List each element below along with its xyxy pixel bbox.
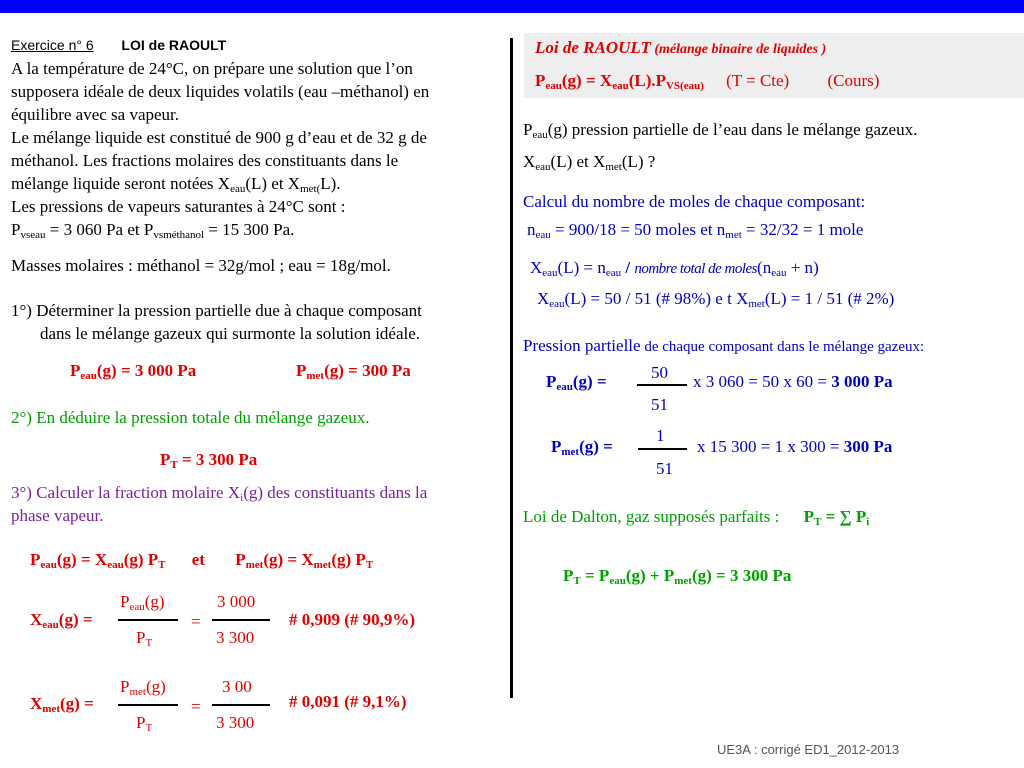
peau-label: $P_{eau}(g)$ =: [546, 372, 607, 393]
xmet-fraction-bar-2: [212, 704, 270, 706]
xeau-label: $X_{eau}(g)$ =: [30, 610, 93, 631]
exercise-number: Exercice n° 6: [11, 37, 94, 53]
exercise-title: LOI de RAOULT: [121, 37, 227, 53]
column-divider: [510, 38, 513, 698]
pmet-den: 51: [656, 459, 673, 478]
partial-pressure-relation: $P_{eau}(g) = X_{eau}(g)$ $P_T$ et $P_{met}(g) = X_{met}(g)$ $P_T$: [30, 550, 374, 571]
xmet-result: # 0,091 (# 9,1%): [289, 692, 407, 711]
mole-fraction-values: $X_{eau}(L) = 50 / 51$ (# 98%) e t $X_{met}(L) = 1 / 51$ (# 2%): [537, 289, 895, 310]
pmet-label: $P_{met}(g)$ =: [551, 437, 613, 458]
intro-line: supposera idéale de deux liquides volatils (eau –méthanol) en: [11, 82, 430, 101]
mixture-line: mélange liquide seront notées $X_{eau}(L)$ et $X_{met(}L$).: [11, 174, 341, 195]
intro-paragraph: [11, 57, 429, 241]
xmet-den: $P_T$: [136, 713, 153, 734]
xeau-eq: =: [191, 612, 201, 631]
footer: UE3A : corrigé ED1_2012-2013: [717, 742, 900, 757]
pvs-values: $P_{vseau} = 3$ 060 Pa et $P_{vsméthanol} = 15$ 300 Pa.: [11, 220, 295, 241]
answer-2: $P_T = 3$ 300 Pa: [160, 450, 258, 471]
xmet-label: $X_{met}(g)$ =: [30, 694, 94, 715]
question-2: 2°) En déduire la pression totale du mélange gazeux.: [11, 408, 370, 427]
molar-masses: Masses molaires : méthanol = 32g/mol ; eau = 18g/mol.: [11, 256, 391, 275]
partial-pressure-title: Pression partielle de chaque composant dans le mélange gazeux:: [523, 336, 925, 355]
peau-fraction-bar: [637, 384, 687, 386]
pvs-line: Les pressions de vapeurs saturantes à 24°C sont :: [11, 197, 346, 216]
raoult-box-title: Loi de RAOULT (mélange binaire de liquides ): [535, 38, 827, 57]
top-blue-bar: [0, 0, 1024, 13]
raoult-formula: $P_{eau}(g) = X_{eau}(L).P_{VS(eau)}$ (T = Cte) (Cours): [535, 71, 880, 92]
xeau-den: $P_T$: [136, 628, 153, 649]
question-1: 1°) Déterminer la pression partielle due à chaque composant dans le mélange gazeux qui surmonte la solution idéale.: [11, 301, 422, 343]
xeau-result: # 0,909 (# 90,9%): [289, 610, 416, 629]
intro-line: équilibre avec sa vapeur.: [11, 105, 180, 124]
pmet-num: 1: [656, 426, 665, 445]
xmet-num2: 3 00: [222, 677, 252, 696]
xmet-den2: 3 300: [216, 713, 255, 732]
xeau-den2: 3 300: [216, 628, 255, 647]
xeau-fraction-bar-2: [212, 619, 270, 621]
mole-fraction-formula: $X_{eau}(L) = n_{eau}$ / nombre total de $moles(n_{eau} + n)$: [530, 258, 819, 279]
xmet-eq: =: [191, 697, 201, 716]
question-3: 3°) Calculer la fraction molaire $X_i(g)$ des constituants dans la phase vapeur.: [11, 483, 428, 525]
answer-1-peau: $P_{eau}(g) = 3$ 000 Pa: [70, 361, 197, 382]
answer-1-pmet: $P_{met}(g) = 300$ Pa: [296, 361, 411, 382]
xeau-num: $P_{eau}(g)$: [120, 592, 165, 613]
moles-title: Calcul du nombre de moles de chaque composant:: [523, 192, 866, 211]
xmet-fraction-bar: [118, 704, 178, 706]
xeau-num2: 3 000: [217, 592, 256, 611]
moles-values: $n_{eau} = 900/18 = 50$ moles et $n_{met} = 32/32 = 1$ mole: [527, 220, 864, 241]
mixture-line: Le mélange liquide est constitué de 900 g d’eau et de 32 g de: [11, 128, 427, 147]
xmet-num: $P_{met}(g)$: [120, 677, 166, 698]
mixture-line: méthanol. Les fractions molaires des constituants dans le: [11, 151, 399, 170]
peau-num: 50: [651, 363, 668, 382]
xeau-fraction-bar: [118, 619, 178, 621]
dalton-law: Loi de Dalton, gaz supposés parfaits : $P_T$ = ∑ $P_i$: [523, 507, 870, 528]
peau-calc: x 3 060 = 50 x 60 = 3 000 Pa: [693, 372, 893, 391]
intro-line: A la température de 24°C, on prépare une solution que l’on: [11, 59, 413, 78]
exercise-header: [11, 37, 226, 53]
peau-den: 51: [651, 395, 668, 414]
definition-x: $X_{eau}(L)$ et $X_{met}(L)$ ?: [523, 152, 656, 173]
pmet-calc: x 15 300 = 1 x 300 = 300 Pa: [697, 437, 893, 456]
pmet-fraction-bar: [638, 448, 687, 450]
total-pressure: $P_T = P_{eau}(g) + P_{met}(g) = 3$ 300 Pa: [563, 566, 792, 587]
definition-peau: $P_{eau}(g)$ pression partielle de l’eau dans le mélange gazeux.: [523, 120, 918, 141]
